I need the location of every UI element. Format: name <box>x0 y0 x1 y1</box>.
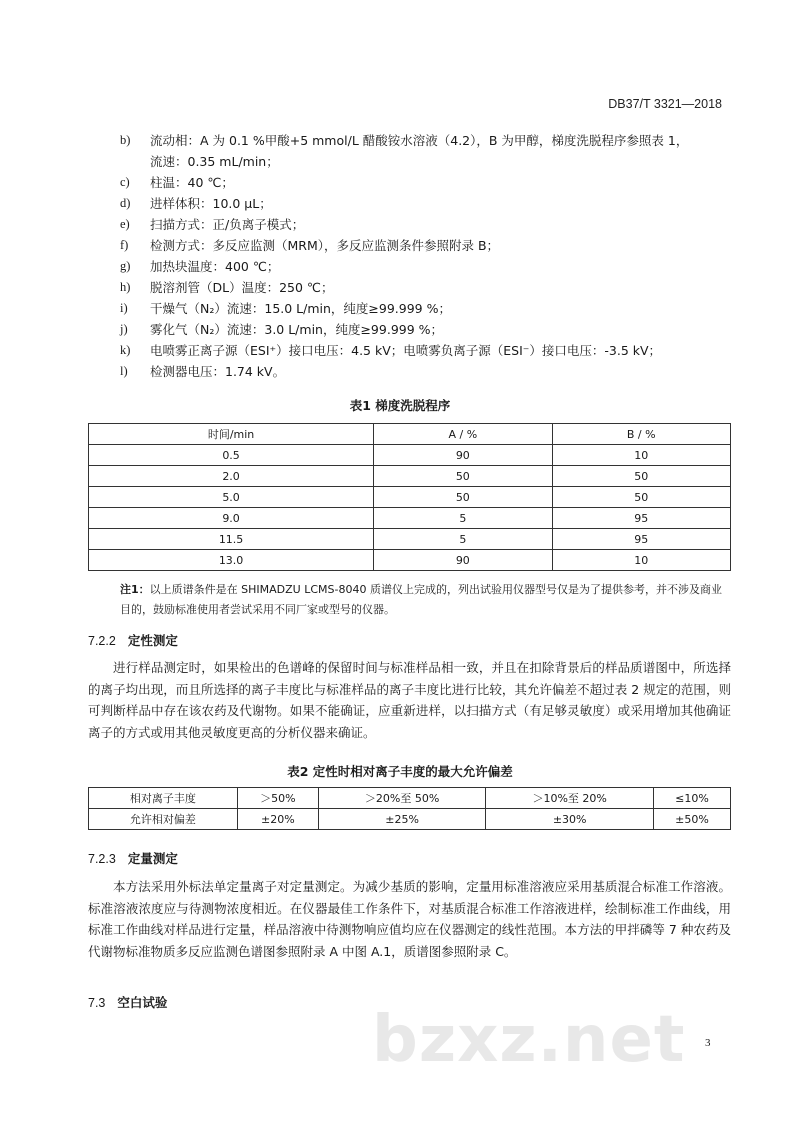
table-cell: 11.5 <box>89 529 374 550</box>
section-number: 7.2.2 <box>88 634 116 648</box>
list-item <box>120 193 730 214</box>
list-text-continuation: 流速：0.35 mL/min； <box>150 154 279 169</box>
list-item <box>120 130 730 172</box>
section-title: 空白试验 <box>117 995 168 1010</box>
table-row <box>89 487 731 508</box>
list-text: 脱溶剂管（DL）温度：250 ℃； <box>150 280 334 295</box>
section-number: 7.2.3 <box>88 852 116 866</box>
instrument-conditions-list <box>120 130 730 382</box>
list-marker: e) <box>120 217 130 231</box>
table-cell: ＞50% <box>237 788 318 809</box>
section-7-2-3-heading <box>88 849 178 867</box>
list-text: 检测方式：多反应监测（MRM），多反应监测条件参照附录 B； <box>150 238 500 253</box>
table-cell: 90 <box>374 445 552 466</box>
list-marker: j) <box>120 322 128 336</box>
list-marker: d) <box>120 196 131 210</box>
table-row <box>89 445 731 466</box>
table-cell: 90 <box>374 550 552 571</box>
table-cell: 10 <box>552 550 731 571</box>
table-cell: 允许相对偏差 <box>89 809 238 830</box>
list-item <box>120 214 730 235</box>
table-cell: 9.0 <box>89 508 374 529</box>
list-marker: f) <box>120 238 129 252</box>
table-cell: 50 <box>552 466 731 487</box>
table-cell: ≤10% <box>653 788 730 809</box>
table-cell: 50 <box>552 487 731 508</box>
list-marker: c) <box>120 175 130 189</box>
page-number: 3 <box>705 1037 711 1049</box>
gradient-elution-table <box>88 423 731 571</box>
table-cell: 13.0 <box>89 550 374 571</box>
table-cell: 5.0 <box>89 487 374 508</box>
document-number: DB37/T 3321—2018 <box>608 97 722 111</box>
list-text: 进样体积：10.0 μL； <box>150 196 272 211</box>
list-text: 柱温：40 ℃； <box>150 175 234 190</box>
table-cell: 5 <box>374 529 552 550</box>
table-cell: 95 <box>552 529 731 550</box>
table-row <box>89 529 731 550</box>
list-marker: k) <box>120 343 131 357</box>
list-marker: b) <box>120 133 131 147</box>
table-cell: ＞10%至 20% <box>486 788 654 809</box>
list-item <box>120 340 730 361</box>
table-cell: 2.0 <box>89 466 374 487</box>
table-cell: ±50% <box>653 809 730 830</box>
section-number: 7.3 <box>88 996 106 1010</box>
list-text: 雾化气（N₂）流速：3.0 L/min，纯度≥99.999 %； <box>150 322 444 337</box>
list-marker: i) <box>120 301 128 315</box>
list-item <box>120 298 730 319</box>
list-item <box>120 256 730 277</box>
quantitative-paragraph: 本方法采用外标法单定量离子对定量测定。为减少基质的影响，定量用标准溶液应采用基质混合标准工作溶液。标准溶液浓度应与待测物浓度相近。在仪器最佳工作条件下，对基质混合标准工作溶液进样，绘制标准工作曲线，用标准工作曲线对样品进行定量，样品溶液中待测物响应值均应在仪器测定的线性范围。本方法的甲拌磷等 7 种农药及代谢物标准物质多反应监测色谱图参照附录 A 中图 A.1，质谱图参照附录 C。 <box>88 879 731 959</box>
list-text: 电喷雾正离子源（ESI⁺）接口电压：4.5 kV；电喷雾负离子源（ESI⁻）接口电压：-3.5 kV； <box>150 343 662 358</box>
list-text: 扫描方式：正/负离子模式； <box>150 217 305 232</box>
table-note <box>120 580 730 620</box>
table2-title: 表2 定性时相对离子丰度的最大允许偏差 <box>287 764 513 779</box>
note-text: 以上质谱条件是在 SHIMADZU LCMS-8040 质谱仪上完成的，列出试验用仪器型号仅是为了提供参考，并不涉及商业目的，鼓励标准使用者尝试采用不同厂家或型号的仪器。 <box>120 583 722 616</box>
table-cell: ±30% <box>486 809 654 830</box>
table-row <box>89 550 731 571</box>
table-cell: 0.5 <box>89 445 374 466</box>
table-header-row <box>89 424 731 445</box>
list-marker: h) <box>120 280 131 294</box>
table-row <box>89 508 731 529</box>
list-marker: l) <box>120 364 128 378</box>
list-marker: g) <box>120 259 131 273</box>
note-label: 注1： <box>120 583 150 596</box>
table-cell: ±25% <box>318 809 486 830</box>
watermark: bzxz.net <box>372 1003 686 1077</box>
list-item <box>120 319 730 340</box>
list-text: 检测器电压：1.74 kV。 <box>150 364 286 379</box>
table-row <box>89 809 731 830</box>
section-7-2-2-heading <box>88 631 178 649</box>
table-header-cell: 时间/min <box>89 424 374 445</box>
list-text: 加热块温度：400 ℃； <box>150 259 280 274</box>
list-item <box>120 277 730 298</box>
table-cell: 50 <box>374 466 552 487</box>
qualitative-paragraph: 进行样品测定时，如果检出的色谱峰的保留时间与标准样品相一致，并且在扣除背景后的样品质谱图中，所选择的离子均出现，而且所选择的离子丰度比与标准样品的离子丰度比进行比较，其允许偏差不超过表 2 规定的范围，则可判断样品中存在该农药及代谢物。如果不能确证，应重新进样，以扫描方式（有足够灵敏度）或采用增加其他确证离子的方式或用其他灵敏度更高的分析仪器来确证。 <box>88 660 731 740</box>
table1-title: 表1 梯度洗脱程序 <box>349 398 451 413</box>
ion-abundance-deviation-table <box>88 787 731 830</box>
table-header-cell: A / % <box>374 424 552 445</box>
section-title: 定性测定 <box>127 633 178 648</box>
table-cell: 相对离子丰度 <box>89 788 238 809</box>
table-cell: 5 <box>374 508 552 529</box>
table-row <box>89 788 731 809</box>
section-7-3-heading <box>88 993 167 1011</box>
table-header-cell: B / % <box>552 424 731 445</box>
list-item <box>120 361 730 382</box>
list-item <box>120 172 730 193</box>
list-item <box>120 235 730 256</box>
table-cell: ±20% <box>237 809 318 830</box>
table-cell: 50 <box>374 487 552 508</box>
table-cell: 10 <box>552 445 731 466</box>
table-cell: 95 <box>552 508 731 529</box>
list-text: 干燥气（N₂）流速：15.0 L/min，纯度≥99.999 %； <box>150 301 451 316</box>
table-cell: ＞20%至 50% <box>318 788 486 809</box>
table-row <box>89 466 731 487</box>
section-title: 定量测定 <box>127 851 178 866</box>
list-text: 流动相：A 为 0.1 %甲酸+5 mmol/L 醋酸铵水溶液（4.2），B 为甲醇，梯度洗脱程序参照表 1， <box>150 133 689 148</box>
